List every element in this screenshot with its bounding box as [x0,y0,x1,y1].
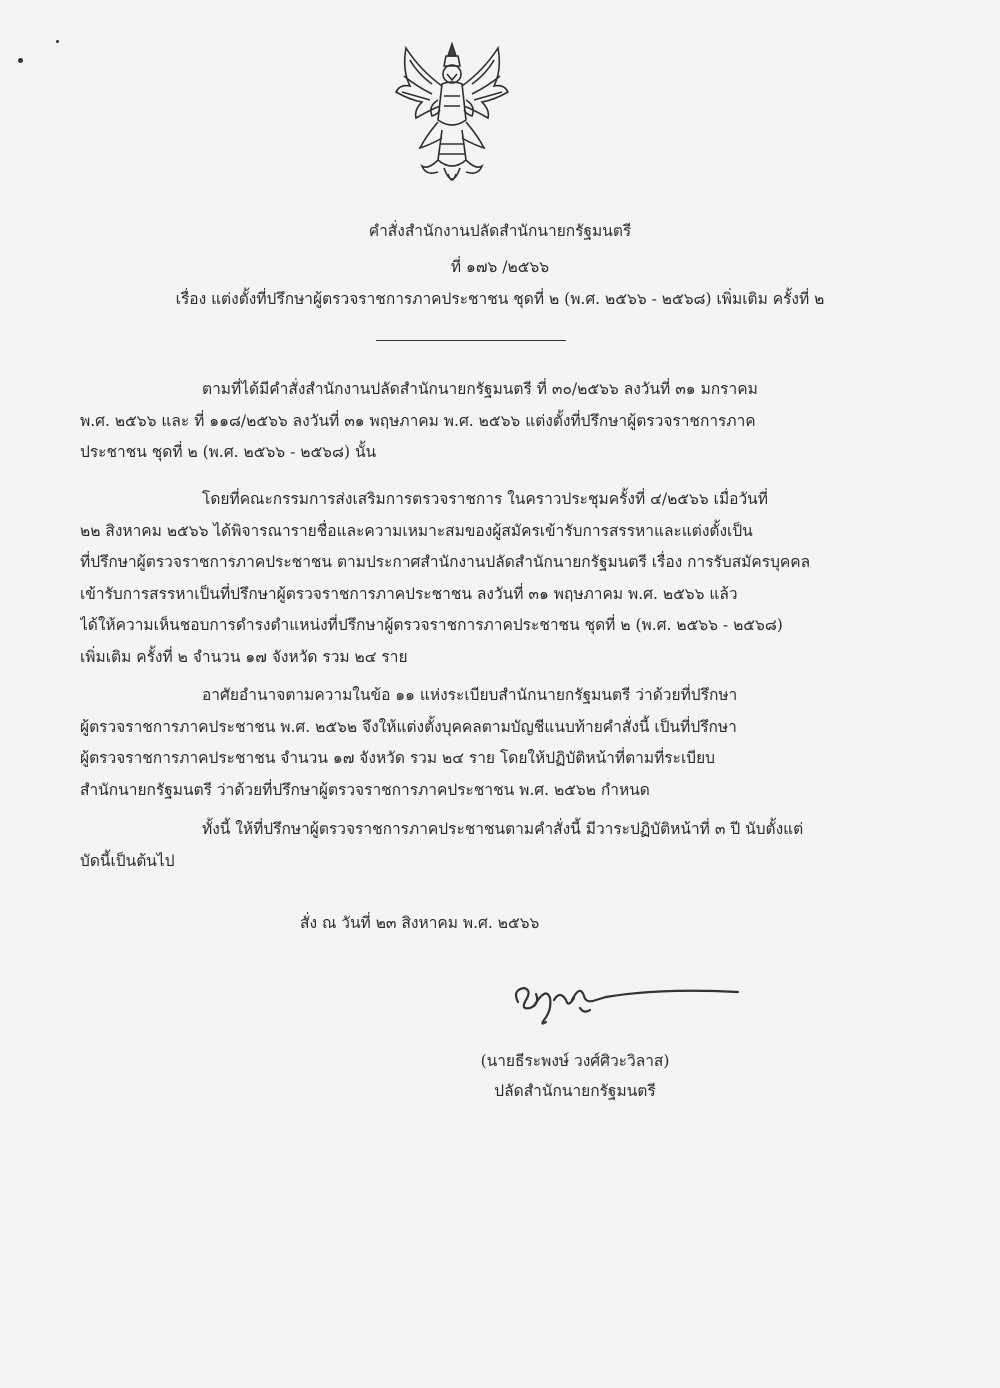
paragraph-line: พ.ศ. ๒๕๖๖ และ ที่ ๑๑๘/๒๕๖๖ ลงวันที่ ๓๑ พฤษภาคม พ.ศ. ๒๕๖๖ แต่งตั้งที่ปรึกษาผู้ตรวจราชการภาค [80,411,756,430]
paragraph-line: ที่ปรึกษาผู้ตรวจราชการภาคประชาชน ตามประกาศสำนักงานปลัดสำนักนายกรัฐมนตรี เรื่อง การรับสมัครบุคคล [80,553,811,571]
paragraph-line: ประชาชน ชุดที่ ๒ (พ.ศ. ๒๕๖๖ - ๒๕๖๘) นั้น [80,443,377,461]
paragraph-line: ผู้ตรวจราชการภาคประชาชน พ.ศ. ๒๕๖๒ จึงให้แต่งตั้งบุคคลตามบัญชีแนบท้ายคำสั่งนี้ เป็นที่ปรึกษา [80,717,737,736]
paragraph-line: เพิ่มเติม ครั้งที่ ๒ จำนวน ๑๗ จังหวัด รวม ๒๔ ราย [80,647,408,666]
paragraph-1 [80,374,860,469]
paragraph-3 [80,680,860,806]
paragraph-line: บัดนี้เป็นต้นไป [80,851,175,870]
paragraph-2 [80,484,860,673]
paragraph-line: ๒๒ สิงหาคม ๒๕๖๖ ได้พิจารณารายชื่อและความเหมาะสมของผู้สมัครเข้ารับการสรรหาและแต่งตั้งเป็น [80,521,753,540]
order-number: ที่ ๑๗๖ /๒๕๖๖ [450,258,550,276]
paper-speck [56,40,59,43]
paragraph-line: ตามที่ได้มีคำสั่งสำนักงานปลัดสำนักนายกรัฐมนตรี ที่ ๓๐/๒๕๖๖ ลงวันที่ ๓๑ มกราคม [202,380,758,398]
paragraph-line: ผู้ตรวจราชการภาคประชาชน จำนวน ๑๗ จังหวัด รวม ๒๔ ราย โดยให้ปฏิบัติหน้าที่ตามที่ระเบียบ [80,749,716,767]
issued-date: สั่ง ณ วันที่ ๒๓ สิงหาคม พ.ศ. ๒๕๖๖ [300,914,540,932]
signer-name: (นายธีระพงษ์ วงศ์ศิวะวิลาส) [480,1052,670,1070]
paper-speck [18,58,23,63]
handwritten-signature [510,980,750,1030]
paragraph-4 [80,814,860,877]
paragraph-line: ทั้งนี้ ให้ที่ปรึกษาผู้ตรวจราชการภาคประชาชนตามคำสั่งนี้ มีวาระปฏิบัติหน้าที่ ๓ ปี นับตั้งแต่ [202,820,804,838]
paragraph-line: โดยที่คณะกรรมการส่งเสริมการตรวจราชการ ในคราวประชุมครั้งที่ ๔/๒๕๖๖ เมื่อวันที่ [202,490,768,508]
garuda-emblem-icon [392,40,512,192]
paragraph-line: ได้ให้ความเห็นชอบการดำรงตำแหน่งที่ปรึกษาผู้ตรวจราชการภาคประชาชน ชุดที่ ๒ (พ.ศ. ๒๕๖๖ - ๒๕๖๘) [80,616,783,634]
order-subject: เรื่อง แต่งตั้งที่ปรึกษาผู้ตรวจราชการภาคประชาชน ชุดที่ ๒ (พ.ศ. ๒๕๖๖ - ๒๕๖๘) เพิ่มเติม ครั้งที่ ๒ [175,290,825,308]
order-title: คำสั่งสำนักงานปลัดสำนักนายกรัฐมนตรี [368,222,632,240]
signer-position: ปลัดสำนักนายกรัฐมนตรี [494,1082,656,1100]
divider [376,340,566,341]
paragraph-line: อาศัยอำนาจตามความในข้อ ๑๑ แห่งระเบียบสำนักนายกรัฐมนตรี ว่าด้วยที่ปรึกษา [202,686,738,704]
paragraph-line: สำนักนายกรัฐมนตรี ว่าด้วยที่ปรึกษาผู้ตรวจราชการภาคประชาชน พ.ศ. ๒๕๖๒ กำหนด [80,780,650,799]
paragraph-line: เข้ารับการสรรหาเป็นที่ปรึกษาผู้ตรวจราชการภาคประชาชน ลงวันที่ ๓๑ พฤษภาคม พ.ศ. ๒๕๖๖ แล้ว [80,584,738,603]
